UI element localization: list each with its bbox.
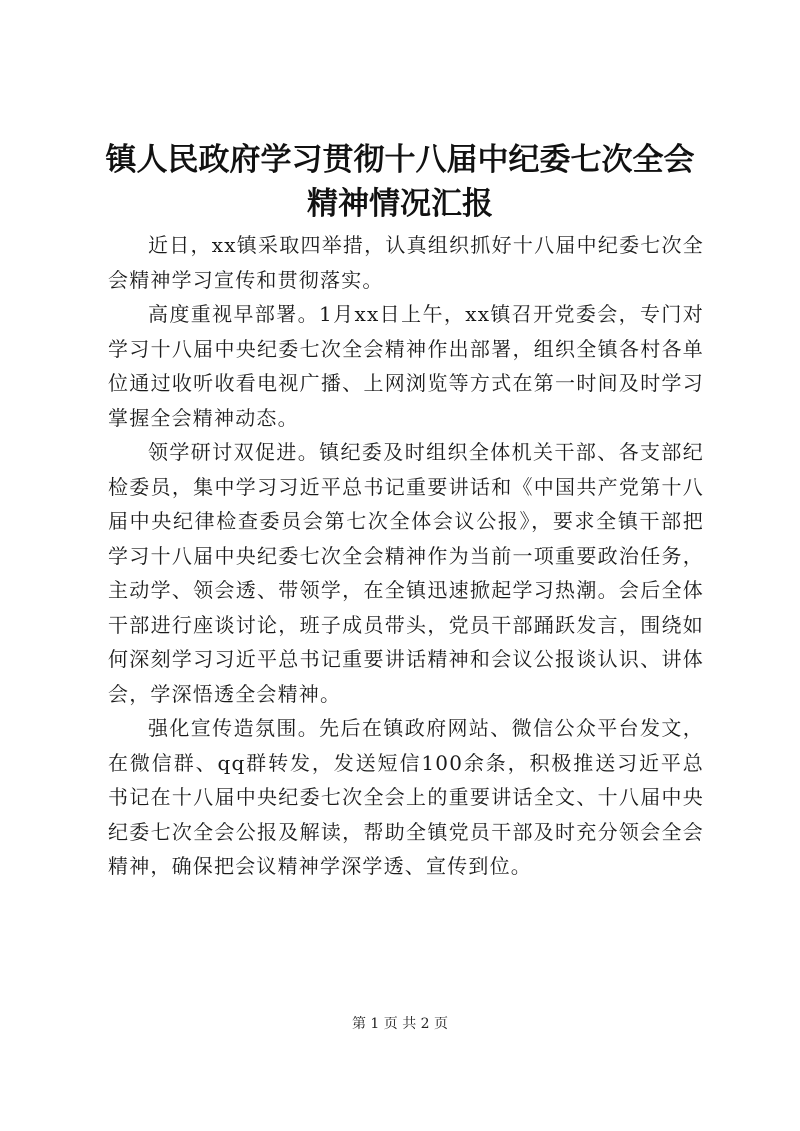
document-body (108, 228, 704, 884)
document-title: 镇人民政府学习贯彻十八届中纪委七次全会精神情况汇报 (105, 142, 695, 222)
paragraph-intro: 近日，xx镇采取四举措，认真组织抓好十八届中纪委七次全会精神学习宣传和贯彻落实。 (108, 233, 704, 292)
paragraph-study-discussion: 领学研讨双促进。镇纪委及时组织全体机关干部、各支部纪检委员，集中学习习近平总书记重要讲话和《中国共产党第十八届中央纪律检查委员会第七次全体会议公报》，要求全镇干部把学习十八届中央纪委七次全会精神作为当前一项重要政治任务，主动学、领会透、带领学，在全镇迅速掀起学习热潮。会后全体干部进行座谈讨论，班子成员带头，党员干部踊跃发言，围绕如何深刻学习习近平总书记重要讲话精神和会议公报谈认识、讲体会，学深悟透全会精神。 (108, 440, 704, 706)
paragraph-publicity: 强化宣传造氛围。先后在镇政府网站、微信公众平台发文，在微信群、qq群转发，发送短信100余条，积极推送习近平总书记在十八届中央纪委七次全会上的重要讲话全文、十八届中央纪委七次全会公报及解读，帮助全镇党员干部及时充分领会全会精神，确保把会议精神学深学透、宣传到位。 (108, 716, 704, 878)
page-footer: 第 1 页 共 2 页 (351, 1016, 449, 1032)
paragraph-deployment: 高度重视早部署。1月xx日上午，xx镇召开党委会，专门对学习十八届中央纪委七次全会精神作出部署，组织全镇各村各单位通过收听收看电视广播、上网浏览等方式在第一时间及时学习掌握全会精神动态。 (108, 302, 704, 430)
